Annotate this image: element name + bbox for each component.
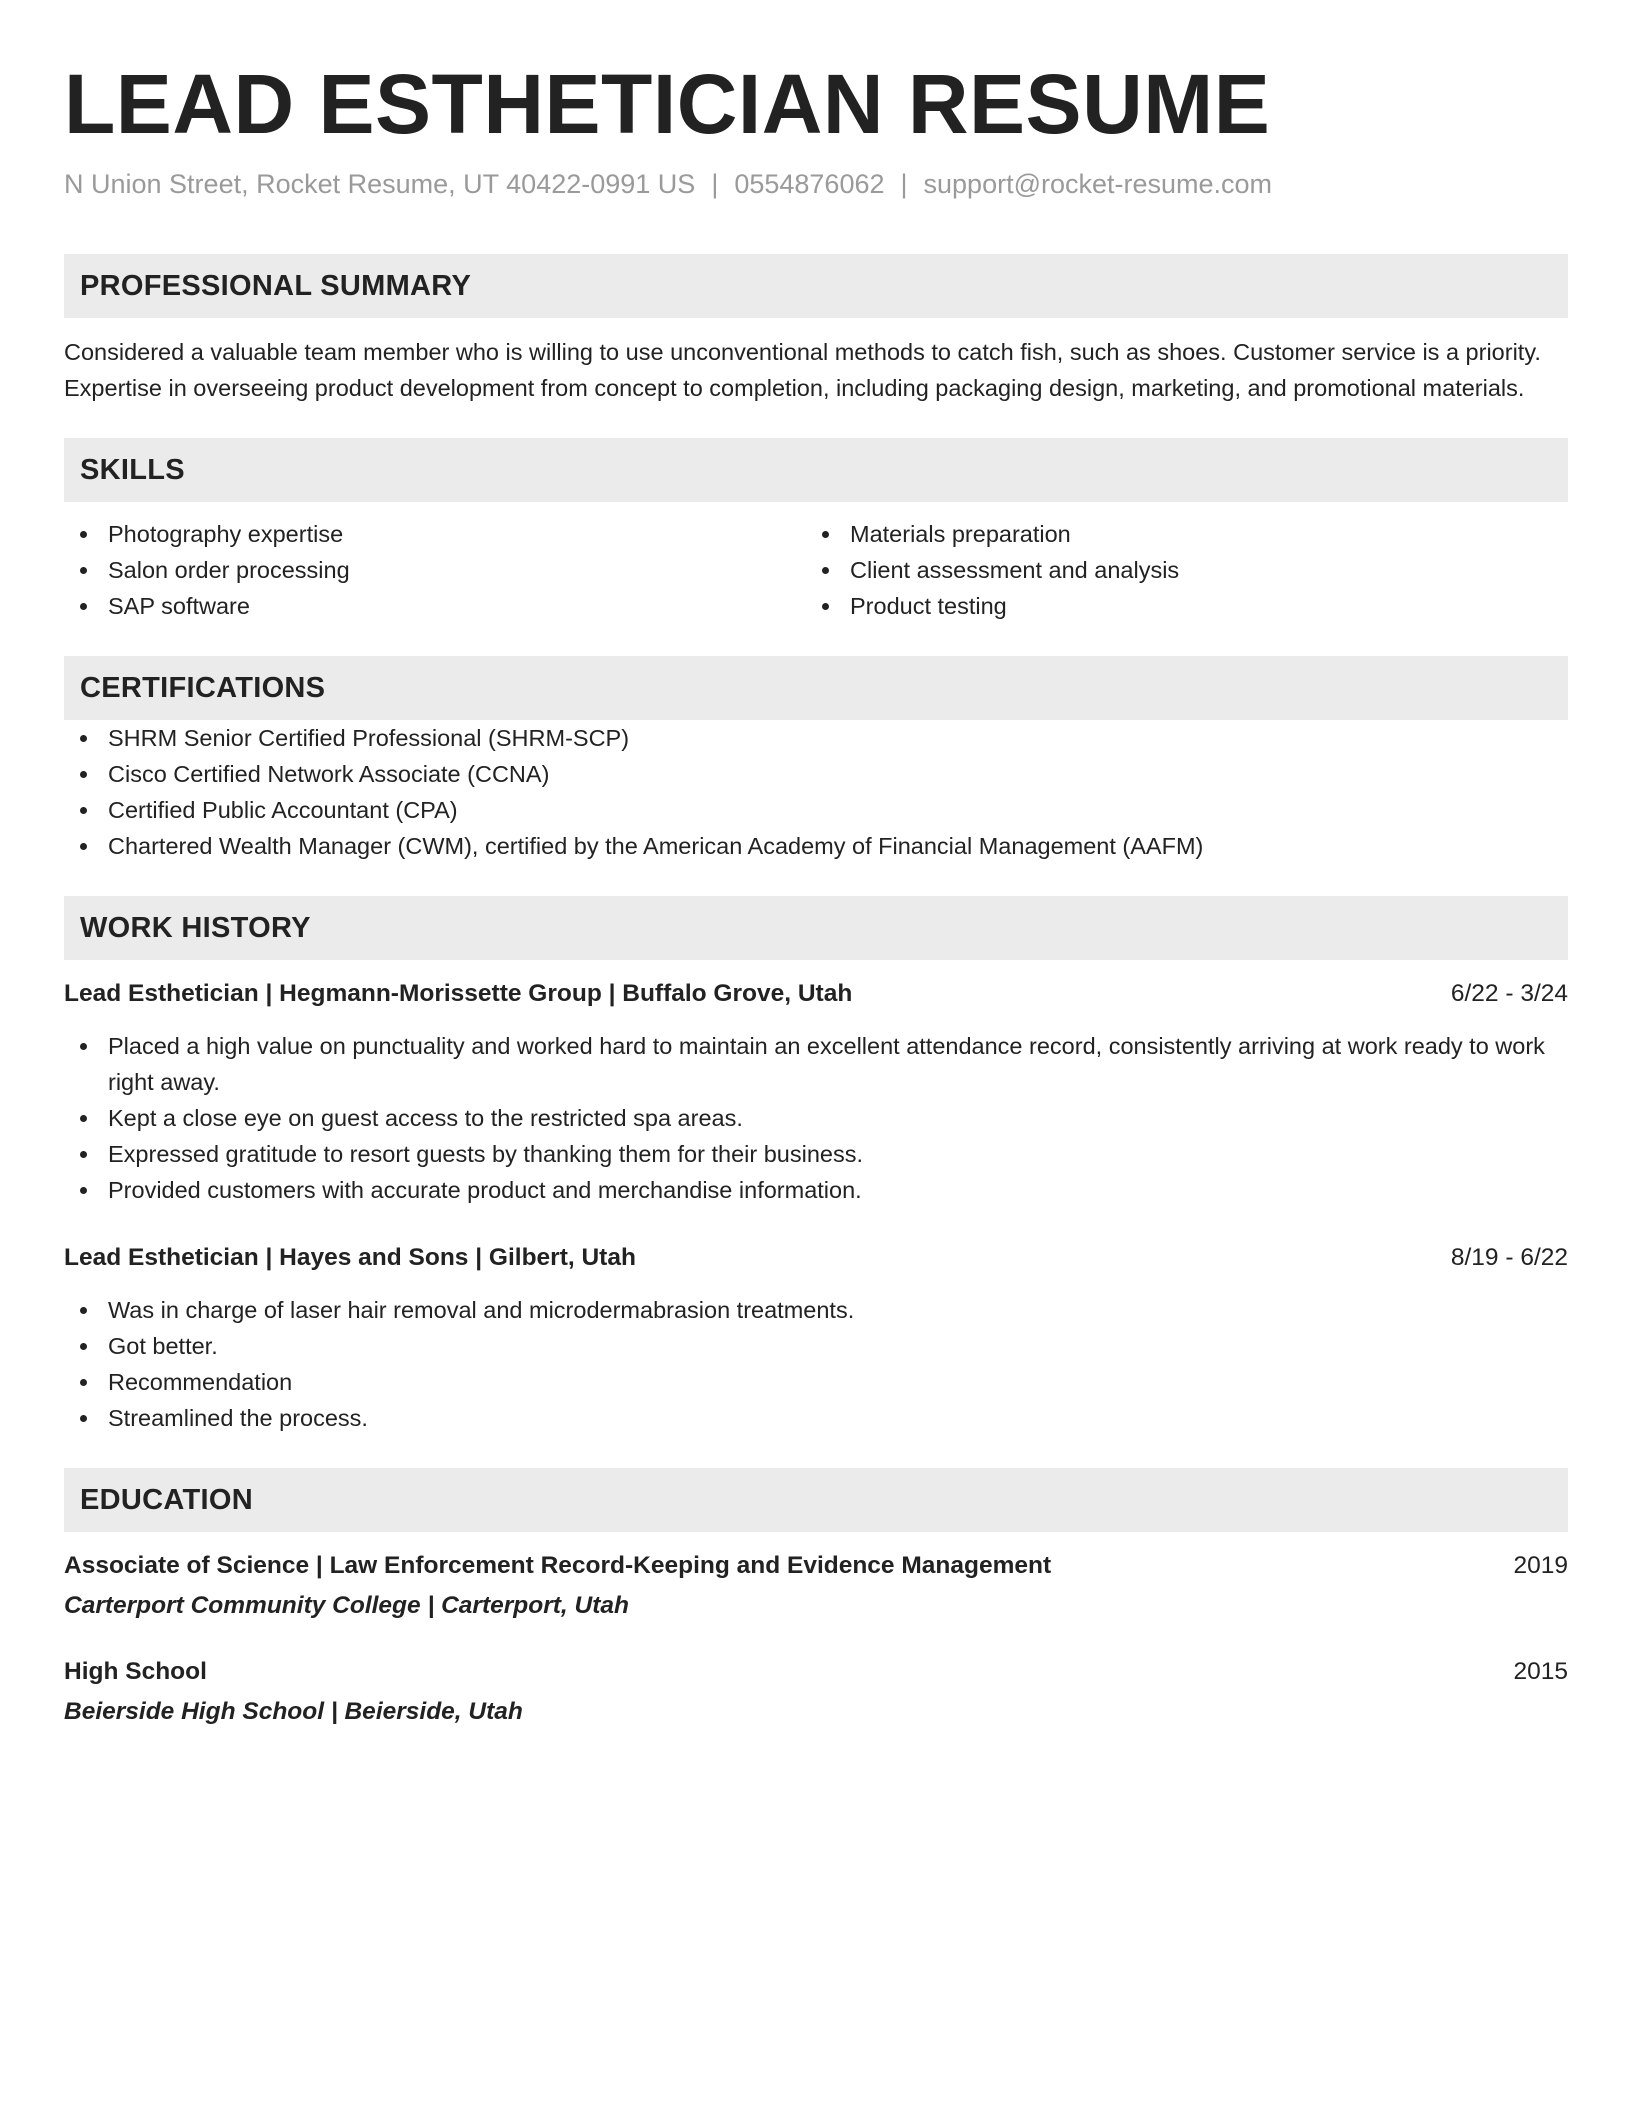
skills-heading: SKILLS	[64, 438, 1568, 502]
job-bullet: Got better.	[64, 1328, 1568, 1364]
education-entry	[64, 1654, 1568, 1730]
education-school: Beierside High School | Beierside, Utah	[64, 1698, 523, 1725]
job-dates: 8/19 - 6/22	[1450, 1244, 1568, 1271]
job-bullets	[64, 1028, 1568, 1208]
education-heading: EDUCATION	[64, 1468, 1568, 1532]
job-entry	[64, 976, 1568, 1208]
contact-line	[64, 166, 1568, 202]
education-section	[64, 1468, 1568, 1730]
skill-item: Client assessment and analysis	[806, 552, 1548, 588]
certification-item: Chartered Wealth Manager (CWM), certified by the American Academy of Financial Management (AAFM)	[64, 828, 1568, 864]
skill-item: SAP software	[64, 588, 806, 624]
contact-email: support@rocket-resume.com	[923, 169, 1273, 199]
job-bullets	[64, 1292, 1568, 1436]
certifications-list	[64, 720, 1568, 864]
skill-item: Materials preparation	[806, 516, 1548, 552]
skills-section	[64, 438, 1568, 624]
contact-phone: 0554876062	[734, 169, 885, 199]
job-bullet: Was in charge of laser hair removal and microdermabrasion treatments.	[64, 1292, 1568, 1328]
contact-separator: |	[900, 169, 908, 199]
certifications-section	[64, 656, 1568, 864]
education-degree: High School	[64, 1658, 207, 1685]
work-history-section	[64, 896, 1568, 1436]
job-bullet: Placed a high value on punctuality and worked hard to maintain an excellent attendance record, consistently arriving at work ready to work right away.	[64, 1028, 1568, 1100]
education-header	[64, 1654, 1568, 1690]
education-degree: Associate of Science | Law Enforcement Record-Keeping and Evidence Management	[64, 1552, 1052, 1579]
certification-item: SHRM Senior Certified Professional (SHRM-SCP)	[64, 720, 1568, 756]
certifications-heading: CERTIFICATIONS	[64, 656, 1568, 720]
work-history-heading: WORK HISTORY	[64, 896, 1568, 960]
skills-column-right	[806, 516, 1548, 624]
skills-grid	[64, 516, 1568, 624]
resume-page	[64, 56, 1568, 1730]
skill-item: Photography expertise	[64, 516, 806, 552]
summary-section	[64, 254, 1568, 406]
certification-item: Cisco Certified Network Associate (CCNA)	[64, 756, 1568, 792]
job-bullet: Provided customers with accurate product and merchandise information.	[64, 1172, 1568, 1208]
certification-item: Certified Public Accountant (CPA)	[64, 792, 1568, 828]
skill-item: Salon order processing	[64, 552, 806, 588]
job-header	[64, 1240, 1568, 1276]
resume-title: LEAD ESTHETICIAN RESUME	[64, 57, 1271, 151]
education-school: Carterport Community College | Carterport, Utah	[64, 1592, 629, 1619]
education-entry	[64, 1548, 1568, 1624]
job-header	[64, 976, 1568, 1012]
summary-heading: PROFESSIONAL SUMMARY	[64, 254, 1568, 318]
education-year: 2019	[1513, 1552, 1568, 1579]
job-bullet: Streamlined the process.	[64, 1400, 1568, 1436]
job-title: Lead Esthetician | Hegmann-Morissette Group | Buffalo Grove, Utah	[64, 980, 853, 1007]
job-bullet: Expressed gratitude to resort guests by thanking them for their business.	[64, 1136, 1568, 1172]
education-year: 2015	[1513, 1658, 1568, 1685]
job-bullet: Kept a close eye on guest access to the restricted spa areas.	[64, 1100, 1568, 1136]
contact-separator: |	[711, 169, 719, 199]
job-title: Lead Esthetician | Hayes and Sons | Gilbert, Utah	[64, 1244, 636, 1271]
skill-item: Product testing	[806, 588, 1548, 624]
job-dates: 6/22 - 3/24	[1450, 980, 1568, 1007]
job-entry	[64, 1240, 1568, 1436]
skills-column-left	[64, 516, 806, 624]
summary-text: Considered a valuable team member who is willing to use unconventional methods to catch fish, such as shoes. Customer service is a priority. Expertise in overseeing product development from concept to completion, including packaging design, marketing, and promotional materials.	[64, 339, 1541, 401]
contact-address: N Union Street, Rocket Resume, UT 40422-0991 US	[64, 169, 696, 199]
education-header	[64, 1548, 1568, 1584]
job-bullet: Recommendation	[64, 1364, 1568, 1400]
